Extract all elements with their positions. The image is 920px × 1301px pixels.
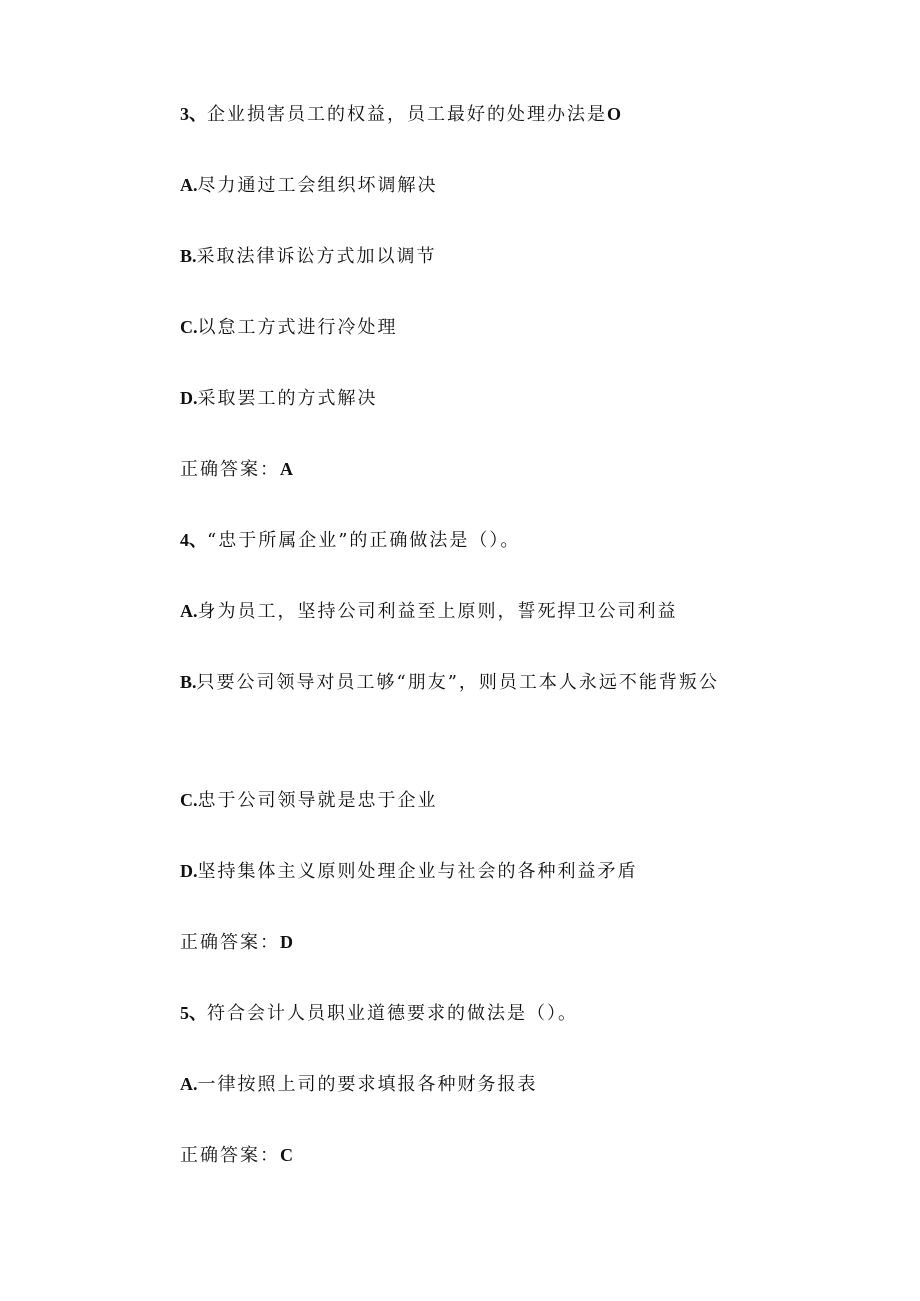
question-4: [180, 528, 520, 553]
option-text: 身为员工，坚持公司利益至上原则，誓死捍卫公司利益: [197, 601, 678, 622]
question-text: 企业损害员工的权益，员工最好的处理办法是: [207, 104, 607, 125]
option-label: C.: [180, 790, 198, 810]
option-c: [180, 315, 398, 340]
option-label: D.: [180, 861, 198, 881]
question-number: 3、: [180, 104, 207, 124]
answer-value: D: [280, 932, 293, 952]
option-a: [180, 173, 438, 198]
answer-line: [180, 1143, 293, 1168]
option-d: [180, 386, 378, 411]
question-text: 符合会计人员职业道德要求的做法是（）。: [207, 1003, 578, 1024]
answer-line: [180, 457, 293, 482]
option-label: A.: [180, 1074, 198, 1094]
question-text: “忠于所属企业”的正确做法是（）。: [207, 530, 521, 551]
answer-label: 正确答案：: [180, 1145, 280, 1166]
option-c: [180, 788, 438, 813]
option-label: B.: [180, 672, 197, 692]
answer-value: C: [280, 1145, 293, 1165]
option-text: 采取罢工的方式解决: [197, 388, 378, 409]
option-text: 坚持集体主义原则处理企业与社会的各种利益矛盾: [197, 861, 638, 882]
option-d: [180, 859, 638, 884]
option-b: [180, 244, 437, 269]
option-text: 尽力通过工会组织坏调解决: [197, 175, 438, 196]
option-text: 忠于公司领导就是忠于企业: [197, 790, 438, 811]
question-number: 5、: [180, 1003, 207, 1023]
answer-line: [180, 930, 293, 955]
option-text: 采取法律诉讼方式加以调节: [196, 246, 437, 267]
option-text: 只要公司领导对员工够“朋友”，则员工本人永远不能背叛公: [196, 672, 719, 693]
option-text: 一律按照上司的要求填报各种财务报表: [197, 1074, 538, 1095]
option-label: C.: [180, 317, 198, 337]
option-label: A.: [180, 175, 198, 195]
question-number: 4、: [180, 530, 207, 550]
option-label: B.: [180, 246, 197, 266]
option-a: [180, 599, 678, 624]
option-label: D.: [180, 388, 198, 408]
question-5: [180, 1001, 578, 1026]
question-3: [180, 102, 621, 127]
option-a: [180, 1072, 538, 1097]
question-trailing-mark: O: [607, 104, 622, 124]
answer-value: A: [280, 459, 293, 479]
option-text: 以怠工方式进行冷处理: [197, 317, 398, 338]
answer-label: 正确答案：: [180, 459, 280, 480]
answer-label: 正确答案：: [180, 932, 280, 953]
option-b: [180, 670, 719, 695]
option-label: A.: [180, 601, 198, 621]
